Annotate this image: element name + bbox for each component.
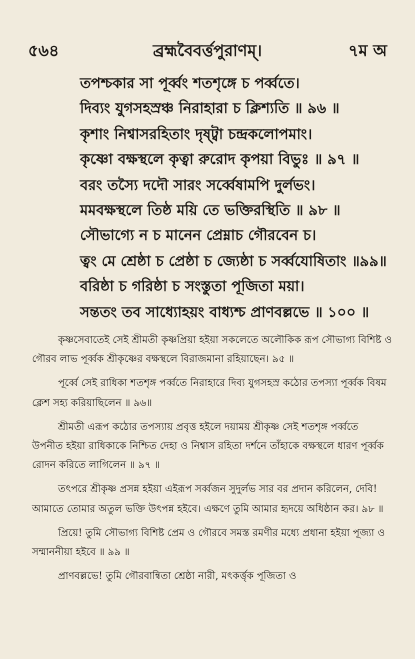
commentary-paragraph: শ্রীমতী এরূপ কঠোর তপস্যায় প্রবৃত্ত হইলে দয়াময় শ্রীকৃষ্ণ সেই শতশৃঙ্গ পর্ব্বতে উপনীত হইয়া রাধিকাকে নিশ্চিত দেহা ও নিশ্বাস রহিতা দর্শনে তাঁহাকে বক্ষস্থলে ধারণ পূর্ব্বক রোদন করিতে লাগিলেন ॥ ৯৭ ॥: [32, 421, 384, 472]
verse-line: তপশ্চকার সা পূর্ব্বং শতশৃঙ্গে চ পর্ব্বতে।: [80, 75, 300, 92]
verse-line: মমবক্ষস্থলে তিষ্ঠ ময়ি তে ভক্তিরস্থিতি ॥ ৯৮ ॥: [80, 202, 341, 220]
commentary-paragraph: কৃষ্ণসেবাতেই সেই শ্রীমতী কৃষ্ণপ্রিয়া হইয়া সকলেতে অলৌকিক রূপ সৌভাগ্য বিশিষ্ট ও গৌরব লাভ পূর্ব্বক শ্রীকৃষ্ণের বক্ষস্থলে বিরাজমানা রহিয়াছেন। ৯৫ ॥: [32, 335, 392, 366]
verse-line: বরিষ্ঠা চ গরিষ্ঠা চ সংস্তুতা পূজিতা ময়া।: [80, 278, 305, 296]
commentary-paragraph: তৎপরে শ্রীকৃষ্ণ প্রসন্ন হইয়া এইরূপ সর্ব্বজন সুদুর্লভ সার বর প্রদান করিলেন, দেবি! আমাতে তোমার অতুল ভক্তি উৎপন্ন হইবে। এক্ষণে তুমি আমার হৃদয়ে অধিষ্ঠান কর। ৯৮ ॥: [32, 484, 384, 515]
verse-line: দিব্যং যুগসহস্রঞ্চ নিরাহারা চ ক্লিশ্যতি ॥ ৯৬ ॥: [80, 100, 340, 118]
verse-line: ত্বং মে শ্রেষ্ঠা চ প্রেষ্ঠা চ জ্যেষ্ঠা চ সর্ব্বযোষিতাং ॥৯৯॥: [80, 252, 387, 270]
sanskrit-verses: [80, 71, 400, 325]
commentary-paragraph: প্রিয়ে! তুমি সৌভাগ্য বিশিষ্ট প্রেম ও গৌরবে সমস্ত রমণীর মধ্যে প্রধানা হইয়া পূজ্যা ও সম্মাননীয়া হইবে ॥ ৯৯ ॥: [32, 527, 385, 559]
page-header: [0, 38, 415, 62]
verse-line: কৃশাং নিশ্বাসরহিতাং দৃষ্ট্বা চন্দ্রকলোপমাং।: [80, 125, 313, 143]
verse-line: বরং তস্যৈ দদৌ সারং সর্ব্বেষামপি দুর্লভং।: [80, 176, 316, 194]
chapter-label: ৭ম অ: [348, 41, 387, 60]
commentary-paragraph: পূর্ব্বে সেই রাধিকা শতশৃঙ্গ পর্ব্বতে নিরাহারে দিব্য যুগসহস্র কঠোর তপস্যা পূর্ব্বক বিষম ক্লেশ সহ্য করিয়াছিলেন ॥ ৯৬॥: [32, 378, 387, 409]
page-number: ৫৬৪: [28, 41, 60, 60]
bengali-commentary: [32, 331, 392, 591]
verse-line: সৌভাগ্যে ন চ মানেন প্রেম্নাচ গৌরবেন চ।: [80, 227, 317, 245]
running-title: ব্রহ্মবৈবর্ত্তপুরাণম্।: [153, 41, 262, 60]
verse-line: সন্ততং তব সাধ্যোহয়ং বাধ্যশ্চ প্রাণবল্লভে ॥ ১০০ ॥: [80, 303, 370, 321]
verse-line: কৃষ্ণো বক্ষস্থলে কৃত্বা রুরোদ কৃপয়া বিভুঃ ॥ ৯৭ ॥: [80, 151, 360, 169]
commentary-paragraph: প্রাণবল্লভে! তুমি গৌরবান্বিতা শ্রেষ্ঠা নারী, মৎকর্ত্তৃক পূজিতা ও: [58, 571, 297, 583]
